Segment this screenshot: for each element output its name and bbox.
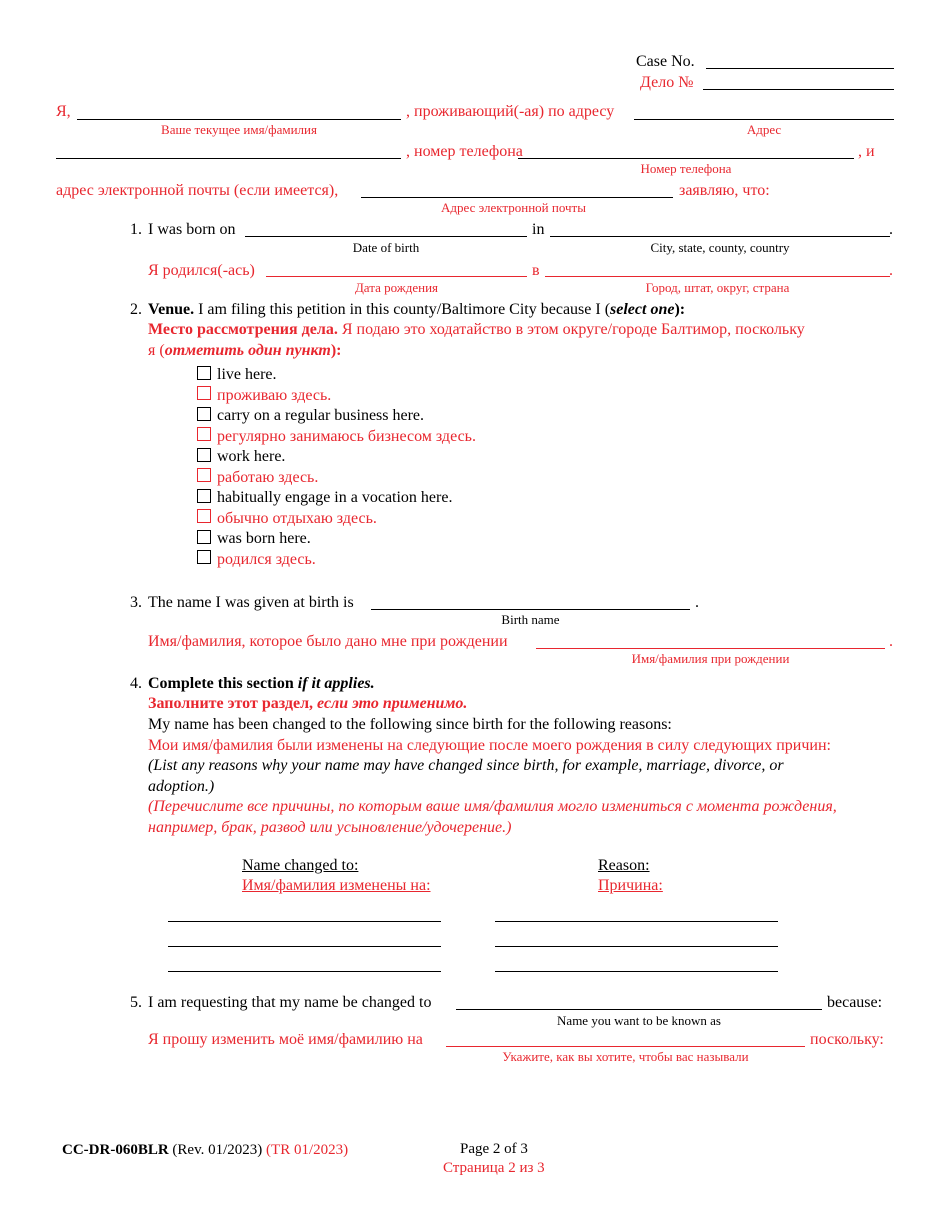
footer-form-id <box>62 1142 348 1159</box>
option-born-ru: родился здесь. <box>217 551 316 568</box>
item5-text-ru: Я прошу изменить моё имя/фамилию на <box>148 1031 423 1048</box>
checkbox-business-ru[interactable] <box>197 427 211 441</box>
option-vocation-ru: обычно отдыхаю здесь. <box>217 510 377 527</box>
email-caption-ru: Адрес электронной почты <box>441 200 586 215</box>
item5-number: 5. <box>130 994 142 1011</box>
item1-period: . <box>889 221 893 238</box>
col-name-changed-header-ru: Имя/фамилия изменены на: <box>242 877 431 894</box>
intro-and-ru: , и <box>858 143 875 160</box>
name-changed-field-3[interactable] <box>168 971 441 972</box>
option-work-ru: работаю здесь. <box>217 469 319 486</box>
col-name-changed-header: Name changed to: <box>242 857 359 874</box>
item4-title-italic-ru: если это применимо. <box>317 695 468 712</box>
item2-number: 2. <box>130 301 142 318</box>
item4-title-italic: if it applies. <box>297 675 375 692</box>
form-rev: (Rev. 01/2023) <box>168 1142 263 1158</box>
item3-text: The name I was given at birth is <box>148 594 354 611</box>
requested-name-field[interactable] <box>456 1009 822 1010</box>
item4-number: 4. <box>130 675 142 692</box>
item4-title <box>148 675 375 693</box>
birthplace-field-ru[interactable] <box>545 276 890 277</box>
dob-caption: Date of birth <box>352 240 420 255</box>
case-no-field[interactable] <box>706 68 894 69</box>
venue-bold-ru: Место рассмотрения дела. <box>148 321 338 338</box>
item1-born-on: I was born on <box>148 221 236 238</box>
name-changed-field-2[interactable] <box>168 946 441 947</box>
reason-field-3[interactable] <box>495 971 778 972</box>
item2-venue-line <box>148 301 685 319</box>
checkbox-born-ru[interactable] <box>197 550 211 564</box>
address-caption-ru: Адрес <box>746 122 782 137</box>
intro-i-ru: Я, <box>56 103 71 120</box>
birthplace-caption: City, state, county, country <box>650 240 790 255</box>
venue-text2-ru: я ( <box>148 342 165 359</box>
option-work: work here. <box>217 448 286 465</box>
checkbox-work[interactable] <box>197 448 211 462</box>
item2-venue-line-ru <box>148 321 805 339</box>
item5-because: because: <box>827 994 883 1011</box>
item4-note2-ru: например, брак, развод или усыновление/удочерение.) <box>148 819 512 836</box>
phone-field[interactable] <box>518 158 854 159</box>
birthplace-field[interactable] <box>550 236 890 237</box>
item4-title-bold: Complete this section <box>148 675 298 692</box>
current-name-field[interactable] <box>77 119 401 120</box>
item3-text-ru: Имя/фамилия, которое было дано мне при рождении <box>148 633 508 650</box>
checkbox-business[interactable] <box>197 407 211 421</box>
reason-field-1[interactable] <box>495 921 778 922</box>
item4-note1: (List any reasons why your name may have changed since birth, for example, marriage, divorce, or <box>148 757 784 774</box>
requested-name-caption: Name you want to be known as <box>557 1013 721 1028</box>
requested-name-field-ru[interactable] <box>446 1046 805 1047</box>
venue-close-ru: ): <box>330 342 342 359</box>
col-reason-header-ru: Причина: <box>598 877 663 894</box>
item1-in: in <box>532 221 545 238</box>
option-business-ru: регулярно занимаюсь бизнесом здесь. <box>217 428 476 445</box>
phone-caption-ru: Номер телефона <box>640 161 732 176</box>
item3-period: . <box>695 594 699 611</box>
case-no-label: Case No. <box>636 53 695 70</box>
item4-line1-ru: Мои имя/фамилия были изменены на следующие после моего рождения в силу следующих причин: <box>148 737 831 754</box>
option-born: was born here. <box>217 530 311 547</box>
checkbox-live-ru[interactable] <box>197 386 211 400</box>
requested-name-caption-ru: Укажите, как вы хотите, чтобы вас называли <box>502 1049 749 1064</box>
venue-text-ru: Я подаю это ходатайство в этом округе/городе Балтимор, поскольку <box>337 321 805 338</box>
dob-caption-ru: Дата рождения <box>354 280 439 295</box>
option-business: carry on a regular business here. <box>217 407 425 424</box>
item5-text: I am requesting that my name be changed to <box>148 994 432 1011</box>
item4-title-ru <box>148 695 467 713</box>
case-no-label-ru: Дело № <box>640 74 694 91</box>
option-vocation: habitually engage in a vocation here. <box>217 489 453 506</box>
item5-because-ru: поскольку: <box>810 1031 884 1048</box>
page-number-ru: Страница 2 из 3 <box>443 1160 545 1176</box>
item1-period-ru: . <box>889 262 893 279</box>
address-continued-field[interactable] <box>56 158 401 159</box>
select-one: select one <box>610 301 675 318</box>
item4-note1-ru: (Перечислите все причины, по которым ваше имя/фамилия могло измениться с момента рождения, <box>148 798 837 815</box>
birthplace-caption-ru: Город, штат, округ, страна <box>645 280 790 295</box>
venue-close: ): <box>674 301 686 318</box>
intro-residing-ru: , проживающий(-ая) по адресу <box>406 103 615 120</box>
name-changed-field-1[interactable] <box>168 921 441 922</box>
item2-venue-line2-ru <box>148 342 341 360</box>
item3-number: 3. <box>130 594 142 611</box>
checkbox-born[interactable] <box>197 530 211 544</box>
form-id: CC-DR-060BLR <box>62 1142 169 1158</box>
col-reason-header: Reason: <box>598 857 650 874</box>
intro-phone-ru: , номер телефона <box>406 143 523 160</box>
page-number: Page 2 of 3 <box>460 1141 528 1157</box>
checkbox-live[interactable] <box>197 366 211 380</box>
option-live: live here. <box>217 366 277 383</box>
reason-field-2[interactable] <box>495 946 778 947</box>
form-tr: (TR 01/2023) <box>262 1142 349 1158</box>
item1-number: 1. <box>130 221 142 238</box>
checkbox-vocation[interactable] <box>197 489 211 503</box>
birth-name-field[interactable] <box>371 609 690 610</box>
item1-born-on-ru: Я родился(-ась) <box>148 262 255 279</box>
dob-field[interactable] <box>245 236 527 237</box>
select-one-ru: отметить один пункт <box>164 342 331 359</box>
checkbox-vocation-ru[interactable] <box>197 509 211 523</box>
dob-field-ru[interactable] <box>266 276 527 277</box>
name-caption-ru: Ваше текущее имя/фамилия <box>161 122 317 137</box>
email-field[interactable] <box>361 197 673 198</box>
item4-note2: adoption.) <box>148 778 215 795</box>
item4-title-bold-ru: Заполните этот раздел, <box>148 695 318 712</box>
birth-name-field-ru[interactable] <box>536 648 885 649</box>
item3-period-ru: . <box>889 633 893 650</box>
birth-name-caption: Birth name <box>501 612 560 627</box>
item4-line1: My name has been changed to the following since birth for the following reasons: <box>148 716 672 733</box>
address-field[interactable] <box>634 119 894 120</box>
intro-email-ru: адрес электронной почты (если имеется), <box>56 182 339 199</box>
birth-name-caption-ru: Имя/фамилия при рождении <box>631 651 790 666</box>
checkbox-work-ru[interactable] <box>197 468 211 482</box>
intro-declare-ru: заявляю, что: <box>679 182 770 199</box>
venue-text: I am filing this petition in this county/Baltimore City because I ( <box>194 301 611 318</box>
option-live-ru: проживаю здесь. <box>217 387 332 404</box>
venue-bold: Venue. <box>148 301 195 318</box>
item1-in-ru: в <box>532 262 540 279</box>
case-no-field-ru[interactable] <box>703 89 894 90</box>
